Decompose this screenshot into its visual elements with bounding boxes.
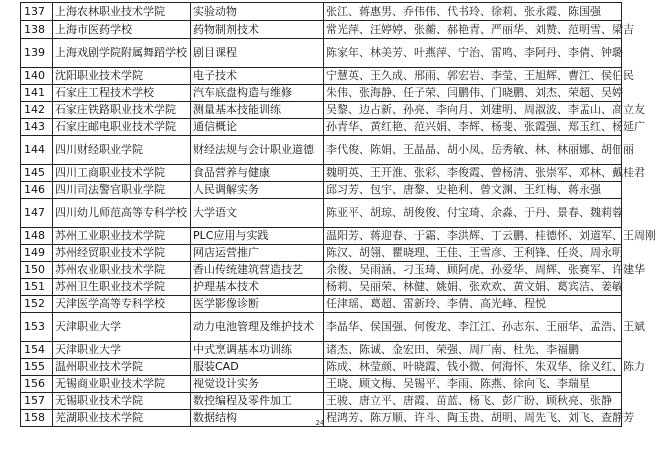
course-cell: 中式烹调基本功训练	[191, 342, 324, 359]
school-cell: 四川财经职业学院	[53, 136, 191, 165]
members-cell: 温阳芳、蒋迎春、于霜、李洪辉、丁云鹏、桂德怀、刘道军、王周刚	[324, 228, 622, 245]
members-cell: 王骏、唐立平、唐霞、苗蓝、杨飞、彭广盼、顾秋亮、张静	[324, 393, 622, 410]
school-cell: 天津医学高等专科学校	[53, 296, 191, 313]
table-row	[21, 39, 622, 68]
row-number-cell: 158	[21, 410, 53, 427]
table-row	[21, 165, 622, 182]
school-cell: 苏州农业职业技术学院	[53, 262, 191, 279]
course-cell: 数控编程及零件加工	[191, 393, 324, 410]
table-row	[21, 182, 622, 199]
school-cell: 温州职业技术学院	[53, 359, 191, 376]
table-row	[21, 136, 622, 165]
members-cell: 吴黎、边占新、孙亮、李向月、刘建明、周淑波、李孟山、高立友	[324, 102, 622, 119]
school-cell: 上海市医药学校	[53, 21, 191, 39]
members-cell: 余俊、吴雨涵、刁玉琦、顾阿虎、孙爱华、周辉、张赛军、许建华	[324, 262, 622, 279]
school-cell: 天津职业大学	[53, 313, 191, 342]
course-cell: 财经法规与会计职业道德	[191, 136, 324, 165]
course-cell: 动力电池管理及维护技术	[191, 313, 324, 342]
school-cell: 石家庄邮电职业技术学院	[53, 119, 191, 136]
school-cell: 天津职业大学	[53, 342, 191, 359]
table-row	[21, 262, 622, 279]
school-cell: 四川幼儿师范高等专科学校	[53, 199, 191, 228]
row-number-cell: 151	[21, 279, 53, 296]
table-row	[21, 393, 622, 410]
course-cell: 数据结构	[191, 410, 324, 427]
members-cell: 张江、蒋惠男、乔伟伟、代书玲、徐莉、张永霞、陈国强	[324, 3, 622, 21]
school-cell: 四川工商职业技术学院	[53, 165, 191, 182]
members-cell: 朱伟、张海静、任子荣、闫鹏伟、门晓鹏、刘杰、荣超、吴婷	[324, 85, 622, 102]
course-cell: 香山传统建筑营造技艺	[191, 262, 324, 279]
school-cell: 无锡职业技术学院	[53, 393, 191, 410]
school-cell: 无锡商业职业技术学院	[53, 376, 191, 393]
school-cell: 苏州工业职业技术学院	[53, 228, 191, 245]
course-cell: 电子技术	[191, 68, 324, 85]
course-cell: 医学影像诊断	[191, 296, 324, 313]
members-cell: 魏明英、王开淮、张彩、李俊霞、曾杨清、张崇军、邓林、戴桂君	[324, 165, 622, 182]
members-cell: 陈成、林莹颜、叶晓霞、钱小微、何海怀、朱双华、徐义红、陈力	[324, 359, 622, 376]
school-cell: 苏州卫生职业技术学院	[53, 279, 191, 296]
members-cell: 王晓、顾文梅、吴锡平、李雨、陈燕、徐向飞、李瑞星	[324, 376, 622, 393]
row-number-cell: 155	[21, 359, 53, 376]
course-cell: 通信概论	[191, 119, 324, 136]
school-cell: 上海戏剧学院附属舞蹈学校	[53, 39, 191, 68]
table-row	[21, 119, 622, 136]
row-number-cell: 147	[21, 199, 53, 228]
table-row	[21, 245, 622, 262]
row-number-cell: 137	[21, 3, 53, 21]
course-cell: 大学语文	[191, 199, 324, 228]
row-number-cell: 140	[21, 68, 53, 85]
table-row	[21, 313, 622, 342]
row-number-cell: 156	[21, 376, 53, 393]
table-row	[21, 376, 622, 393]
row-number-cell: 146	[21, 182, 53, 199]
row-number-cell: 141	[21, 85, 53, 102]
members-cell: 李晶华、侯国强、何俊龙、李江江、孙志东、王丽华、孟浩、王斌	[324, 313, 622, 342]
members-cell: 程鸿芳、陈万顺、许斗、陶玉贵、胡明、周先飞、刘飞、查静芳	[324, 410, 622, 427]
school-cell: 石家庄工程技术学校	[53, 85, 191, 102]
row-number-cell: 150	[21, 262, 53, 279]
row-number-cell: 143	[21, 119, 53, 136]
row-number-cell: 139	[21, 39, 53, 68]
table-row	[21, 85, 622, 102]
school-cell: 四川司法警官职业学院	[53, 182, 191, 199]
members-cell: 陈汉、胡翎、瞿晓理、王佳、王雪彦、王利锋、任炎、周永明	[324, 245, 622, 262]
members-cell: 常光萍、汪婷婷、张蘅、郝艳青、严丽华、刘赞、范明雪、梁吉	[324, 21, 622, 39]
row-number-cell: 142	[21, 102, 53, 119]
table-row	[21, 199, 622, 228]
course-cell: 食品营养与健康	[191, 165, 324, 182]
table-row	[21, 279, 622, 296]
members-cell: 陈家年、林美芳、叶燕萍、宁治、雷鸣、李阿丹、李倩、钟璐	[324, 39, 622, 68]
course-cell: 人民调解实务	[191, 182, 324, 199]
school-cell: 沈阳职业技术学院	[53, 68, 191, 85]
row-number-cell: 148	[21, 228, 53, 245]
course-cell: 药物制剂技术	[191, 21, 324, 39]
school-cell: 芜湖职业技术学院	[53, 410, 191, 427]
members-cell: 宁慧英、王久成、邢雨、郭宏岩、李莹、王旭辉、曹江、侯伯民	[324, 68, 622, 85]
school-cell: 石家庄铁路职业技术学院	[53, 102, 191, 119]
course-cell: 网店运营推广	[191, 245, 324, 262]
school-cell: 苏州经贸职业技术学院	[53, 245, 191, 262]
row-number-cell: 149	[21, 245, 53, 262]
members-cell: 陈亚平、胡琼、胡俊俊、付宝琦、余淼、于丹、景春、魏莉蓉	[324, 199, 622, 228]
row-number-cell: 153	[21, 313, 53, 342]
members-cell: 杨莉、吴丽荣、林健、姚娟、张欢欢、黄文娟、葛宾洁、姜敏	[324, 279, 622, 296]
school-cell: 上海农林职业技术学院	[53, 3, 191, 21]
row-number-cell: 138	[21, 21, 53, 39]
award-list-table	[20, 2, 656, 427]
table-row	[21, 102, 622, 119]
table-row	[21, 68, 622, 85]
members-cell: 任津瑶、葛超、雷新玲、李倩、高光峰、程悦	[324, 296, 622, 313]
row-number-cell: 145	[21, 165, 53, 182]
table-row	[21, 296, 622, 313]
row-number-cell: 154	[21, 342, 53, 359]
table-row	[21, 359, 622, 376]
table-row	[21, 21, 622, 39]
course-cell: 测量基本技能训练	[191, 102, 324, 119]
table-row	[21, 342, 622, 359]
course-cell: 剧目课程	[191, 39, 324, 68]
members-cell: 诸杰、陈诚、金宏田、荣强、周厂南、杜先、李福鹏	[324, 342, 622, 359]
table-row	[21, 228, 622, 245]
members-cell: 李代俊、陈娟、王晶晶、胡小凤、岳秀敏、林、林丽娜、胡佃丽	[324, 136, 622, 165]
page-number: 24	[315, 419, 325, 427]
course-cell: 汽车底盘构造与维修	[191, 85, 324, 102]
course-cell: PLC应用与实践	[191, 228, 324, 245]
course-cell: 实验动物	[191, 3, 324, 21]
row-number-cell: 152	[21, 296, 53, 313]
course-cell: 护理基本技术	[191, 279, 324, 296]
members-cell: 孙青华、黄红艳、范兴娟、李辉、杨斐、张霞强、郑玉红、杨延广	[324, 119, 622, 136]
course-cell: 服装CAD	[191, 359, 324, 376]
table-row	[21, 3, 622, 21]
row-number-cell: 157	[21, 393, 53, 410]
row-number-cell: 144	[21, 136, 53, 165]
course-cell: 视觉设计实务	[191, 376, 324, 393]
members-cell: 邱习芳、包宇、唐黎、史艳利、曾文渊、王红梅、蒋永强	[324, 182, 622, 199]
